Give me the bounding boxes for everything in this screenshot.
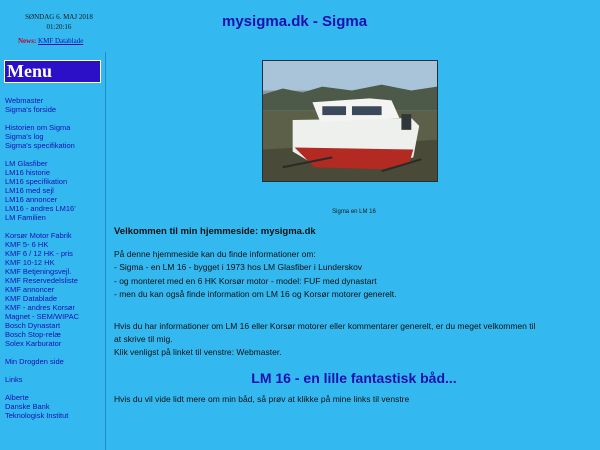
main-content bbox=[108, 52, 600, 450]
news-line bbox=[18, 37, 83, 45]
sidebar-link[interactable]: Links bbox=[5, 375, 23, 384]
date-box bbox=[14, 12, 104, 32]
contact-line: at skrive til mig. bbox=[114, 334, 173, 345]
boat-photo bbox=[262, 60, 438, 182]
sidebar-link[interactable]: LM16 historie bbox=[5, 168, 51, 177]
photo-caption: Sigma en LM 16 bbox=[332, 209, 376, 215]
header bbox=[0, 0, 600, 50]
sidebar-link[interactable]: KMF Reservedelsliste bbox=[5, 276, 78, 285]
sidebar bbox=[0, 52, 106, 450]
sidebar-nav bbox=[5, 96, 105, 429]
sidebar-link[interactable]: Bosch Dynastart bbox=[5, 321, 61, 330]
sidebar-link[interactable]: Sigma's forside bbox=[5, 105, 57, 114]
nav-group bbox=[5, 123, 105, 150]
intro-line: - Sigma - en LM 16 - bygget i 1973 hos LM Glasfiber i Lunderskov bbox=[114, 262, 363, 273]
sidebar-link[interactable]: LM16 - andres LM16' bbox=[5, 204, 76, 213]
intro-line: - men du kan også finde information om LM 16 og Korsør motorer generelt. bbox=[114, 288, 397, 299]
sidebar-link[interactable]: LM16 annoncer bbox=[5, 195, 58, 204]
site-title: mysigma.dk - Sigma bbox=[222, 13, 368, 30]
intro-line: På denne hjemmeside kan du finde informationer om: bbox=[114, 249, 316, 259]
headline: LM 16 - en lille fantastisk båd... bbox=[251, 370, 457, 386]
sidebar-link[interactable]: Webmaster bbox=[5, 96, 44, 105]
sidebar-link[interactable]: LM Familien bbox=[5, 213, 46, 222]
sidebar-link[interactable]: LM16 specifikation bbox=[5, 177, 68, 186]
nav-group bbox=[5, 96, 105, 114]
sidebar-link[interactable]: Bosch Stop-relæ bbox=[5, 330, 61, 339]
sidebar-link[interactable]: Korsør Motor Fabrik bbox=[5, 231, 72, 240]
sidebar-link[interactable]: KMF - andres Korsør bbox=[5, 303, 76, 312]
sidebar-link[interactable]: LM16 med sejl bbox=[5, 186, 54, 195]
sidebar-link[interactable]: Historien om Sigma bbox=[5, 123, 71, 132]
sidebar-link[interactable]: Sigma's specifikation bbox=[5, 141, 75, 150]
sidebar-link[interactable]: KMF Betjeningsvejl. bbox=[5, 267, 72, 276]
sidebar-link[interactable]: Min Drogden side bbox=[5, 357, 64, 366]
sidebar-link[interactable]: KMF Datablade bbox=[5, 294, 58, 303]
news-link[interactable]: KMF Datablade bbox=[38, 37, 84, 45]
sidebar-link[interactable]: LM Glasfiber bbox=[5, 159, 48, 168]
nav-group bbox=[5, 231, 105, 348]
contact-line: Hvis du har informationer om LM 16 eller Korsør motorer eller kommentarer generelt, er du meget velkommen til bbox=[114, 321, 536, 331]
date-text: SØNDAG 6. MAJ 2018 bbox=[25, 13, 93, 21]
nav-group bbox=[5, 357, 105, 366]
welcome-heading: Velkommen til min hjemmeside: mysigma.dk bbox=[114, 226, 316, 237]
sidebar-link[interactable]: Teknologisk Institut bbox=[5, 411, 69, 420]
nav-group bbox=[5, 159, 105, 222]
sidebar-link[interactable]: KMF 6 / 12 HK - pris bbox=[5, 249, 73, 258]
sidebar-link[interactable]: KMF annoncer bbox=[5, 285, 55, 294]
news-label: News: bbox=[18, 37, 37, 45]
sidebar-link[interactable]: Solex Karburator bbox=[5, 339, 62, 348]
bottom-text: Hvis du vil vide lidt mere om min båd, så prøv at klikke på mine links til venstre bbox=[114, 394, 410, 404]
nav-group bbox=[5, 393, 105, 420]
sidebar-link[interactable]: Magnet - SEM/WIPAC bbox=[5, 312, 80, 321]
sidebar-link[interactable]: Sigma's log bbox=[5, 132, 44, 141]
sidebar-link[interactable]: Danske Bank bbox=[5, 402, 50, 411]
sidebar-link[interactable]: KMF 10-12 HK bbox=[5, 258, 55, 267]
time-text: 01:20:16 bbox=[46, 23, 72, 31]
menu-title: Menu bbox=[4, 60, 101, 83]
sidebar-link[interactable]: Alberte bbox=[5, 393, 29, 402]
sidebar-link[interactable]: KMF 5- 6 HK bbox=[5, 240, 49, 249]
intro-text bbox=[114, 248, 598, 301]
contact-line: Klik venligst på linket til venstre: Webmaster. bbox=[114, 347, 282, 358]
contact-text bbox=[114, 320, 598, 360]
intro-line: - og monteret med en 6 HK Korsør motor - model: FUF med dynastart bbox=[114, 275, 377, 286]
nav-group bbox=[5, 375, 105, 384]
